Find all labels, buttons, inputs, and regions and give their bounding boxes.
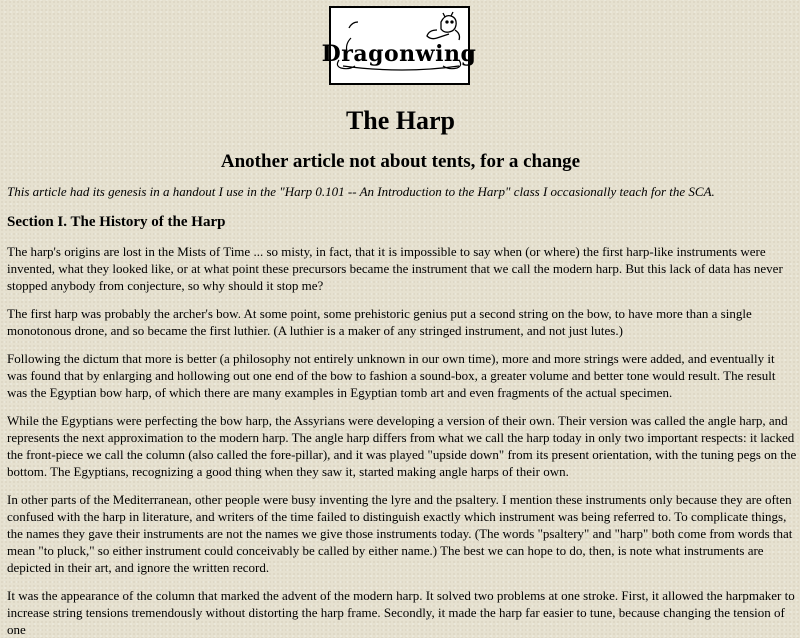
paragraph-3: Following the dictum that more is better (a philosophy not entirely unknown in our own time), more and more strings were added, and eventually it was found that by enlarging and hollowing out one end of the bow to fashion a sound-box, a greater volume and better tone would result. The result was the Egyptian bow harp, of which there are many examples in Egyptian tomb art and even fragments of the actual specimen. xyxy=(7,351,776,400)
logo-text: Dragonwing xyxy=(321,41,477,67)
paragraph-5: In other parts of the Mediterranean, other people were busy inventing the lyre and the psaltery. I mention these instruments only because they are often confused with the harp in literature, and writers of the time failed to distinguish exactly which instrument was being referred to. To complicate things, the names they gave their instruments are not the names we give those instruments today. (The words "psaltery" and "harp" both come from words that mean "to pluck," so either instrument could conceivably be called by either name.) The best we can hope to do, then, is note what instruments are depicted in their art, and ignore the written record. xyxy=(7,492,793,575)
paragraph-4: While the Egyptians were perfecting the bow harp, the Assyrians were developing a version of their own. Their version was called the angle harp, and represents the next approximation to the modern harp. The angle harp differs from what we call the harp today in only two important respects: it lacked the front-piece we call the column (also called the fore-pillar), and it was played "upside down" from its present orientation, with the tuning pegs on the bottom. The Egyptians, recognizing a good thing when they saw it, started making angle harps of their own. xyxy=(7,413,797,479)
article xyxy=(7,106,797,638)
page-title: The Harp xyxy=(345,106,456,135)
section-heading: Section I. The History of the Harp xyxy=(7,214,226,230)
paragraph-1: The harp's origins are lost in the Mists of Time ... so misty, in fact, that it is impossible to say when (or where) the first harp-like instruments were invented, what they looked like, or at what point these precursors became the instrument that we call the modern harp. But this lack of data has never stopped anybody from conjecture, so why should it stop me? xyxy=(7,244,783,293)
paragraph-2: The first harp was probably the archer's bow. At some point, some prehistoric genius put a second string on the bow, to have more than a single monotonous drone, and so became the first luthier. (A luthier is a maker of any stringed instrument, and not just lutes.) xyxy=(7,306,752,338)
paragraph-6: It was the appearance of the column that marked the advent of the modern harp. It solved two problems at one stroke. First, it allowed the harpmaker to increase string tensions tremendously without distorting the harp frame. Secondly, it made the harp far easier to tune, because changing the tension of one xyxy=(7,588,795,637)
dragonwing-logo xyxy=(321,6,477,85)
dragon-logo-image xyxy=(321,8,477,83)
page-subtitle: Another article not about tents, for a change xyxy=(220,151,581,172)
logo-container xyxy=(7,6,794,88)
intro-text: This article had its genesis in a handout I use in the "Harp 0.101 -- An Introduction to the Harp" class I occasionally teach for the SCA. xyxy=(7,184,715,199)
